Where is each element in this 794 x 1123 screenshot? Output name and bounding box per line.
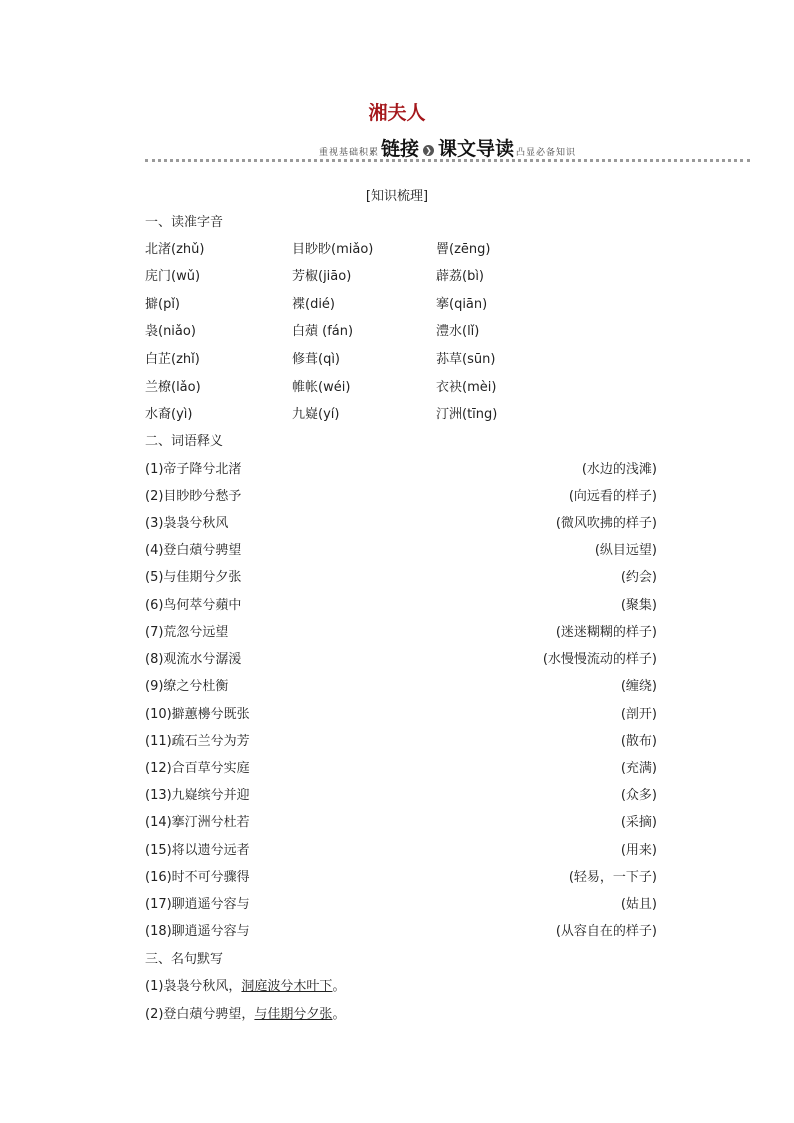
pinyin-item: 白薠 (fán) [292, 324, 354, 339]
glossary-meaning: (散布) [620, 734, 657, 749]
pinyin-item: 荪草(sūn) [436, 352, 496, 367]
banner-word-link: 链接 [380, 138, 419, 160]
quote-prompt: (1)袅袅兮秋风， [145, 979, 242, 994]
chevron-right-icon: ❯ [423, 145, 434, 156]
quote-answer: 洞庭波兮木叶下 [241, 979, 333, 994]
heading-glossary: 二、词语释义 [145, 434, 224, 449]
glossary-meaning: (纵目远望) [594, 543, 657, 558]
glossary-meaning: (众多) [620, 788, 657, 803]
glossary-row [145, 784, 657, 803]
glossary-row [145, 621, 657, 640]
pinyin-item: 搴(qiān) [436, 297, 488, 312]
glossary-meaning: (用来) [620, 843, 657, 858]
heading-pronunciation: 一、读准字音 [145, 215, 224, 230]
glossary-phrase: (4)登白薠兮骋望 [145, 543, 242, 558]
glossary-meaning: (迷迷糊糊的样子) [555, 625, 657, 640]
pinyin-item: 修葺(qì) [292, 352, 341, 367]
glossary-row [145, 648, 657, 667]
pinyin-item: 水裔(yì) [145, 407, 193, 422]
banner-left-caption: 重视基础积累 [318, 148, 379, 158]
pinyin-item: 兰橑(lǎo) [145, 380, 201, 395]
glossary-meaning: (剖开) [620, 707, 657, 722]
glossary-phrase: (17)聊逍遥兮容与 [145, 897, 250, 912]
glossary-row [145, 512, 657, 531]
glossary-row [145, 458, 657, 477]
glossary-row [145, 893, 657, 912]
pinyin-item: 薜荔(bì) [436, 269, 485, 284]
pinyin-item: 擗(pǐ) [145, 297, 181, 312]
glossary-phrase: (8)观流水兮潺湲 [145, 652, 242, 667]
glossary-row [145, 594, 657, 613]
glossary-meaning: (缠绕) [620, 679, 657, 694]
quote-end: 。 [332, 1007, 346, 1022]
pinyin-item: 袅(niǎo) [145, 324, 196, 339]
glossary-phrase: (14)搴汀洲兮杜若 [145, 815, 250, 830]
heading-memorization: 三、名句默写 [145, 952, 224, 967]
glossary-row [145, 920, 657, 939]
glossary-phrase: (3)袅袅兮秋风 [145, 516, 229, 531]
pinyin-item: 帷帐(wéi) [292, 380, 351, 395]
glossary-meaning: (水慢慢流动的样子) [542, 652, 657, 667]
banner-right-caption: 凸显必备知识 [516, 148, 577, 158]
glossary-meaning: (水边的浅滩) [581, 462, 657, 477]
glossary-phrase: (6)鸟何萃兮蘋中 [145, 598, 242, 613]
glossary-phrase: (1)帝子降兮北渚 [145, 462, 242, 477]
pinyin-item: 九嶷(yí) [292, 407, 340, 422]
glossary-meaning: (采摘) [620, 815, 657, 830]
pinyin-item: 芳椒(jiāo) [292, 269, 352, 284]
glossary-phrase: (2)目眇眇兮愁予 [145, 489, 242, 504]
glossary-phrase: (12)合百草兮实庭 [145, 761, 250, 776]
quote-answer: 与佳期兮夕张 [254, 1007, 333, 1022]
pinyin-item: 衣袂(mèi) [436, 380, 497, 395]
glossary-meaning: (微风吹拂的样子) [555, 516, 657, 531]
glossary-phrase: (15)将以遗兮远者 [145, 843, 250, 858]
glossary-phrase: (5)与佳期兮夕张 [145, 570, 242, 585]
quote-prompt: (2)登白薠兮骋望， [145, 1007, 255, 1022]
quote-line [145, 1003, 345, 1022]
banner-word-guide: 课文导读 [438, 138, 515, 160]
page-title: 湘夫人 [368, 102, 426, 124]
pinyin-item: 罾(zēng) [436, 242, 491, 257]
dotted-divider [145, 159, 750, 162]
glossary-meaning: (从容自在的样子) [555, 924, 657, 939]
glossary-row [145, 839, 657, 858]
pinyin-item: 汀洲(tīng) [436, 407, 498, 422]
glossary-row [145, 757, 657, 776]
pinyin-item: 目眇眇(miǎo) [292, 242, 374, 257]
glossary-meaning: (约会) [620, 570, 657, 585]
glossary-row [145, 730, 657, 749]
glossary-meaning: (轻易，一下子) [568, 870, 657, 885]
glossary-row [145, 485, 657, 504]
glossary-meaning: (充满) [620, 761, 657, 776]
pinyin-item: 庑门(wǔ) [145, 269, 201, 284]
glossary-row [145, 866, 657, 885]
glossary-meaning: (聚集) [620, 598, 657, 613]
section-banner [145, 133, 750, 161]
quote-line [145, 975, 345, 994]
section-tag: [知识梳理] [365, 189, 429, 204]
glossary-row [145, 566, 657, 585]
pinyin-item: 北渚(zhǔ) [145, 242, 205, 257]
quote-end: 。 [332, 979, 346, 994]
glossary-meaning: (姑且) [620, 897, 657, 912]
glossary-meaning: (向远看的样子) [568, 489, 657, 504]
glossary-phrase: (11)疏石兰兮为芳 [145, 734, 250, 749]
glossary-phrase: (16)时不可兮骤得 [145, 870, 250, 885]
glossary-phrase: (18)聊逍遥兮容与 [145, 924, 250, 939]
glossary-phrase: (7)荒忽兮远望 [145, 625, 229, 640]
pinyin-item: 白芷(zhǐ) [145, 352, 200, 367]
pinyin-item: 褋(dié) [292, 297, 336, 312]
glossary-row [145, 703, 657, 722]
pinyin-item: 澧水(lǐ) [436, 324, 480, 339]
glossary-phrase: (10)擗蕙櫋兮既张 [145, 707, 250, 722]
glossary-phrase: (13)九嶷缤兮并迎 [145, 788, 250, 803]
glossary-phrase: (9)缭之兮杜衡 [145, 679, 229, 694]
glossary-row [145, 539, 657, 558]
glossary-row [145, 675, 657, 694]
glossary-row [145, 811, 657, 830]
